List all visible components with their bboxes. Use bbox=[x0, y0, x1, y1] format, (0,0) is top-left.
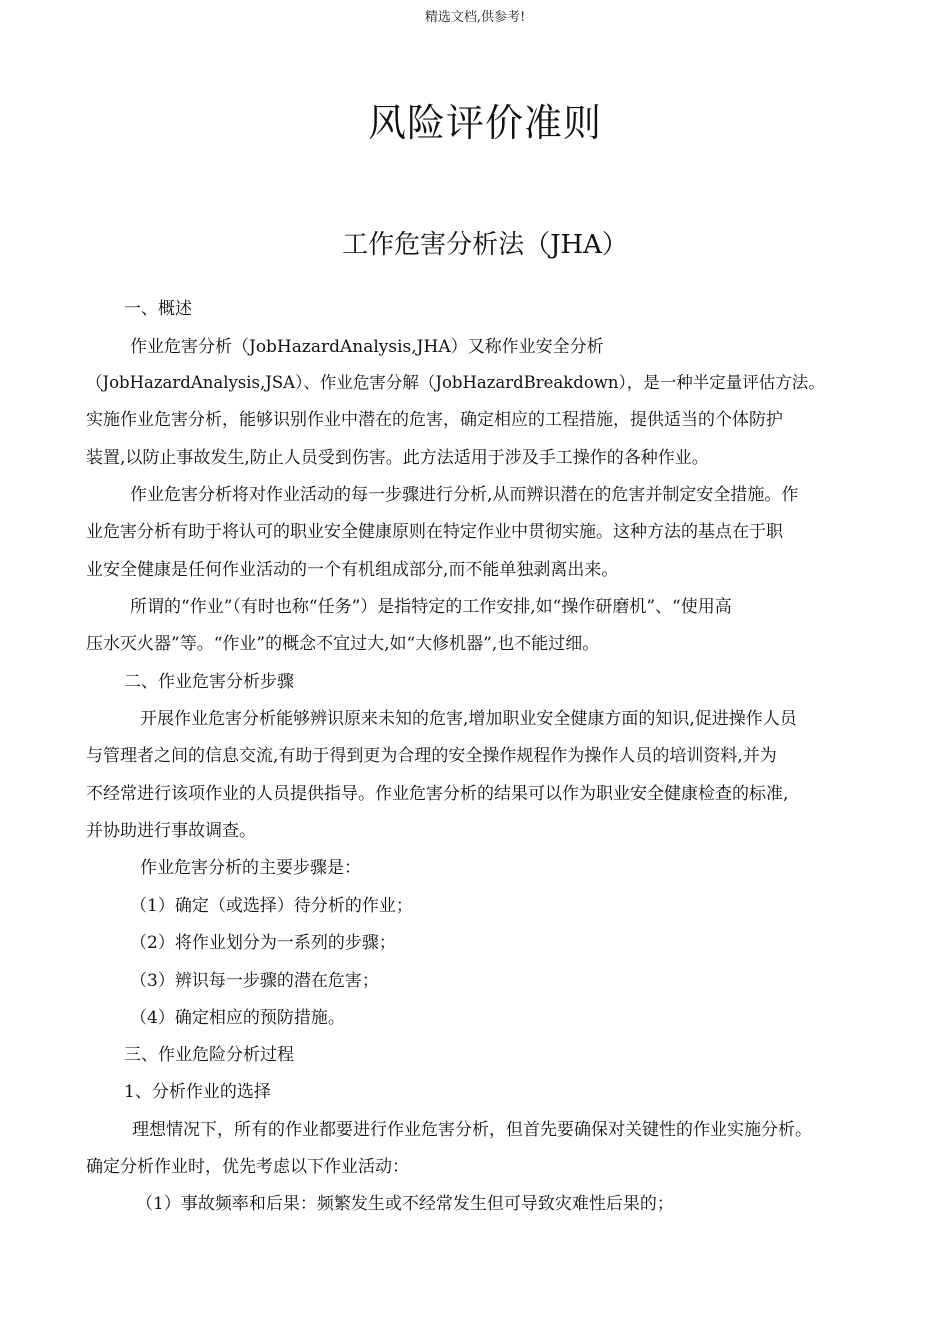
priority-item: （1）事故频率和后果：频繁发生或不经常发生但可导致灾难性后果的； bbox=[136, 1194, 674, 1214]
section2-paragraph1-line: 并协助进行事故调查。 bbox=[86, 821, 256, 841]
section2-heading: 二、作业危害分析步骤 bbox=[124, 672, 294, 692]
section3-subheading: 1、分析作业的选择 bbox=[124, 1082, 271, 1102]
step-item: （4）确定相应的预防措施。 bbox=[130, 1008, 345, 1028]
section3-heading: 三、作业危险分析过程 bbox=[124, 1045, 294, 1065]
section1-paragraph1-line: 实施作业危害分析，能够识别作业中潜在的危害，确定相应的工程措施，提供适当的个体防护 bbox=[86, 410, 783, 430]
section1-paragraph1-line: 装置,以防止事故发生,防止人员受到伤害。此方法适用于涉及手工操作的各种作业。 bbox=[86, 448, 709, 468]
section1-paragraph3-line: 压水灭火器”等。“作业”的概念不宜过大,如“大修机器”,也不能过细。 bbox=[86, 634, 600, 654]
section2-paragraph1-line: 开展作业危害分析能够辨识原来未知的危害,增加职业安全健康方面的知识,促进操作人员 bbox=[140, 709, 797, 729]
section1-heading: 一、概述 bbox=[124, 299, 192, 319]
step-item: （3）辨识每一步骤的潜在危害； bbox=[130, 971, 379, 991]
header-note: 精选文档,供参考! bbox=[424, 10, 526, 25]
step-item: （1）确定（或选择）待分析的作业； bbox=[130, 896, 413, 916]
step-item: （2）将作业划分为一系列的步骤； bbox=[130, 933, 396, 953]
document-subtitle: 工作危害分析法（JHA） bbox=[342, 230, 628, 260]
steps-intro: 作业危害分析的主要步骤是： bbox=[140, 858, 361, 878]
section3-paragraph1-line: 确定分析作业时，优先考虑以下作业活动： bbox=[86, 1157, 409, 1177]
document-title: 风险评价准则 bbox=[367, 101, 602, 145]
section1-paragraph2-line: 作业危害分析将对作业活动的每一步骤进行分析,从而辨识潜在的危害并制定安全措施。作 bbox=[130, 485, 799, 505]
section1-paragraph3-line: 所谓的“作业”（有时也称“任务”）是指特定的工作安排,如“操作研磨机”、“使用高 bbox=[130, 597, 732, 617]
section1-paragraph2-line: 业危害分析有助于将认可的职业安全健康原则在特定作业中贯彻实施。这种方法的基点在于职 bbox=[86, 522, 783, 542]
section2-paragraph1-line: 不经常进行该项作业的人员提供指导。作业危害分析的结果可以作为职业安全健康检查的标准, bbox=[86, 784, 789, 804]
section1-paragraph1-line: （JobHazardAnalysis,JSA）、作业危害分解（JobHazardBreakdown），是一种半定量评估方法。 bbox=[86, 373, 825, 392]
section1-paragraph1-line: 作业危害分析（JobHazardAnalysis,JHA）又称作业安全分析 bbox=[130, 337, 604, 357]
section1-paragraph2-line: 业安全健康是任何作业活动的一个有机组成部分,而不能单独剥离出来。 bbox=[86, 560, 619, 580]
section3-paragraph1-line: 理想情况下，所有的作业都要进行作业危害分析，但首先要确保对关键性的作业实施分析。 bbox=[132, 1120, 812, 1140]
section2-paragraph1-line: 与管理者之间的信息交流,有助于得到更为合理的安全操作规程作为操作人员的培训资料,并为 bbox=[86, 746, 777, 766]
